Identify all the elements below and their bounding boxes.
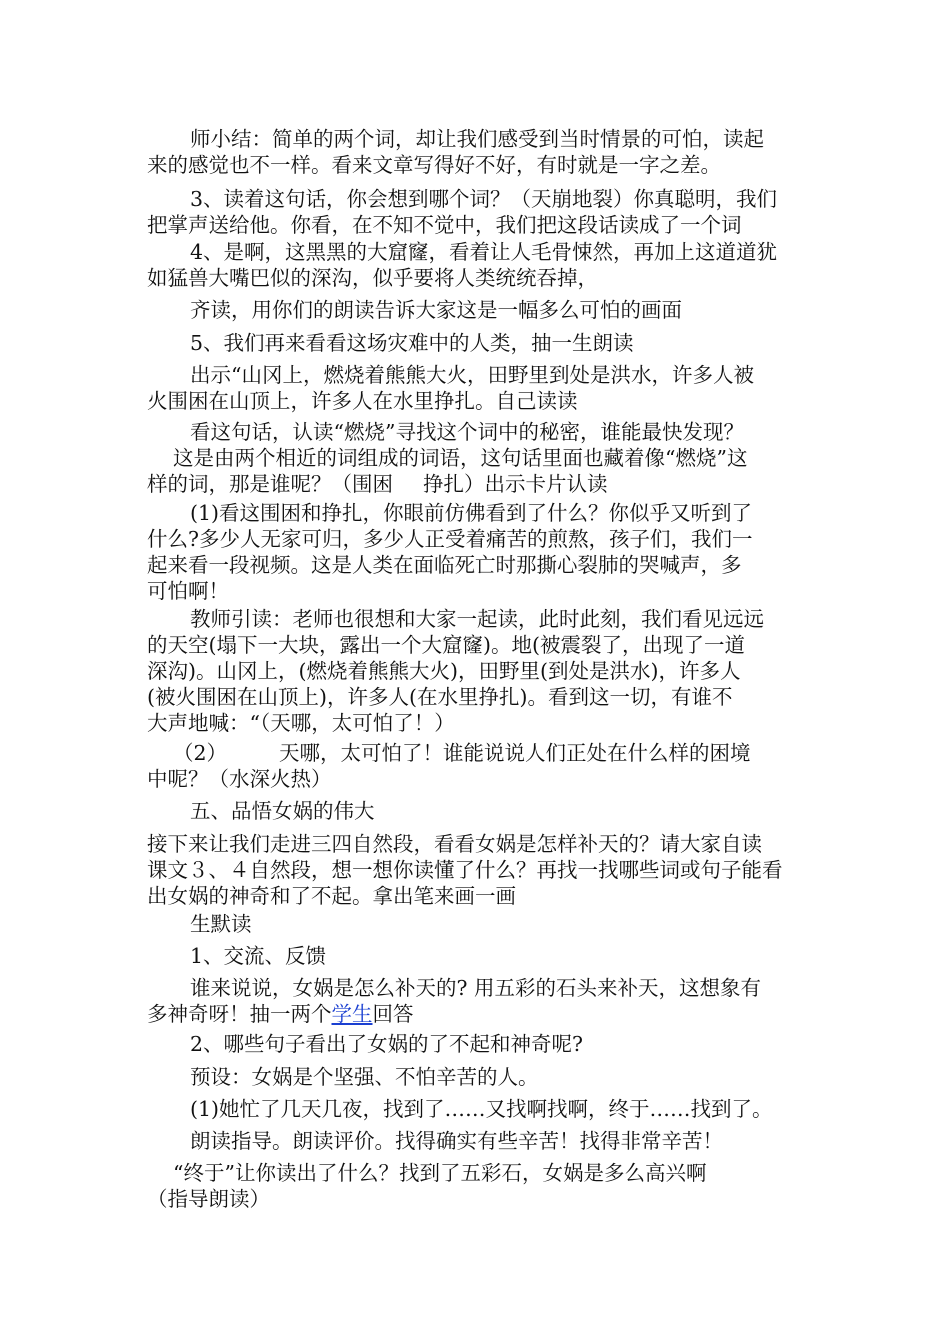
paragraph-teacher-summary	[147, 126, 815, 178]
paragraph-item-5	[147, 330, 815, 356]
text-line: 多神奇呀！抽一两个	[147, 1002, 332, 1026]
text-line: 中呢？（水深火热）	[147, 767, 332, 791]
paragraph-item-3	[147, 186, 815, 238]
paragraph-sub-1	[147, 500, 815, 604]
text-line: 挣扎）出示卡片认读	[423, 472, 608, 496]
text-line: 起来看一段视频。这是人类在面临死亡时那撕心裂肺的哭喊声，多	[147, 553, 742, 577]
paragraph-preset	[147, 1064, 815, 1090]
text-line: 师小结：简单的两个词，却让我们感受到当时情景的可怕，读起	[190, 127, 764, 151]
text-line: 教师引读：老师也很想和大家一起读，此时此刻，我们看见远远	[190, 607, 764, 631]
text-line: 课文３、４自然段，想一想你读懂了什么？再找一找哪些词或句子能看	[147, 858, 783, 882]
text-line: 生默读	[190, 912, 252, 936]
paragraph-word-study	[147, 419, 815, 497]
text-line: 可怕啊！	[147, 579, 229, 603]
text-line: 谁来说说，女娲是怎么补天的? 用五彩的石头来补天，这想象有	[190, 976, 762, 1000]
paragraph-found	[147, 1096, 815, 1122]
section-heading-five	[147, 798, 815, 824]
text-line: 1、交流、反馈	[190, 944, 327, 968]
paragraph-who-says	[147, 975, 815, 1027]
text-line: 大声地喊：“（天哪，太可怕了！）	[147, 711, 455, 735]
text-line: 回答	[372, 1002, 414, 1026]
paragraph-teacher-guide	[147, 606, 815, 736]
text-line: 2、哪些句子看出了女娲的了不起和神奇呢?	[190, 1032, 584, 1056]
text-line: 的天空(塌下一大块，露出一个大窟窿)。地(被震裂了，出现了一道	[147, 633, 745, 657]
paragraph-read-together	[147, 297, 815, 323]
text-line: 齐读，用你们的朗读告诉大家这是一幅多么可怕的画面	[190, 298, 682, 322]
paragraph-sub-2	[147, 740, 815, 792]
text-line: 3、读着这句话，你会想到哪个词？（天崩地裂）你真聪明，我们	[190, 187, 778, 211]
text-line: (1)看这围困和挣扎，你眼前仿佛看到了什么？你似乎又听到了	[190, 501, 753, 525]
paragraph-introduction	[147, 831, 815, 909]
text-line: (1)她忙了几天几夜，找到了……又找啊找啊，终于……找到了。	[190, 1097, 773, 1121]
text-line: “终于”让你读出了什么？找到了五彩石，女娲是多么高兴啊	[173, 1161, 707, 1185]
text-line: 把掌声送给他。你看，在不知不觉中，我们把这段话读成了一个词	[147, 213, 742, 237]
text-line: 深沟)。山冈上，(燃烧着熊熊大火)，田野里(到处是洪水)，许多人	[147, 659, 741, 683]
paragraph-reading-guide	[147, 1128, 815, 1154]
text-line: 预设：女娲是个坚强、不怕辛苦的人。	[190, 1065, 539, 1089]
text-line: 来的感觉也不一样。看来文章写得好不好，有时就是一字之差。	[147, 153, 721, 177]
text-line: 样的词，那是谁呢？（围困	[147, 472, 393, 496]
text-line: （指导朗读）	[147, 1187, 270, 1211]
text-line: 出示“山冈上，燃烧着熊熊大火，田野里到处是洪水，许多人被	[190, 363, 754, 387]
text-line: （2）	[173, 741, 228, 765]
text-line: 接下来让我们走进三四自然段，看看女娲是怎样补天的？请大家自读	[147, 832, 762, 856]
text-line: (被火围困在山顶上)，许多人(在水里挣扎)。看到这一切，有谁不	[147, 685, 733, 709]
paragraph-which-sentences	[147, 1031, 815, 1057]
section-heading: 五、品悟女娲的伟大	[190, 799, 375, 823]
paragraph-finally	[147, 1160, 815, 1212]
student-link[interactable]: 学生	[331, 1002, 373, 1026]
text-line: 这是由两个相近的词组成的词语，这句话里面也藏着像“燃烧”这	[173, 446, 748, 470]
text-line: 火围困在山顶上，许多人在水里挣扎。自己读读	[147, 389, 578, 413]
text-line: 4、是啊，这黑黑的大窟窿，看着让人毛骨悚然，再加上这道道犹	[190, 240, 778, 264]
text-line: 出女娲的神奇和了不起。拿出笔来画一画	[147, 884, 516, 908]
text-line: 什么?多少人无家可归，多少人正受着痛苦的煎熬，孩子们，我们一	[147, 527, 753, 551]
paragraph-silent-read	[147, 911, 815, 937]
text-line: 5、我们再来看看这场灾难中的人类，抽一生朗读	[190, 331, 634, 355]
text-line: 朗读指导。朗读评价。找得确实有些辛苦！找得非常辛苦！	[190, 1129, 723, 1153]
paragraph-show-sentence	[147, 362, 815, 414]
text-line: 如猛兽大嘴巴似的深沟，似乎要将人类统统吞掉，	[147, 266, 598, 290]
paragraph-exchange	[147, 943, 815, 969]
text-line: 看这句话，认读“燃烧”寻找这个词中的秘密，谁能最快发现？	[190, 420, 744, 444]
paragraph-item-4	[147, 239, 815, 291]
text-line: 天哪，太可怕了！谁能说说人们正处在什么样的困境	[279, 741, 751, 765]
